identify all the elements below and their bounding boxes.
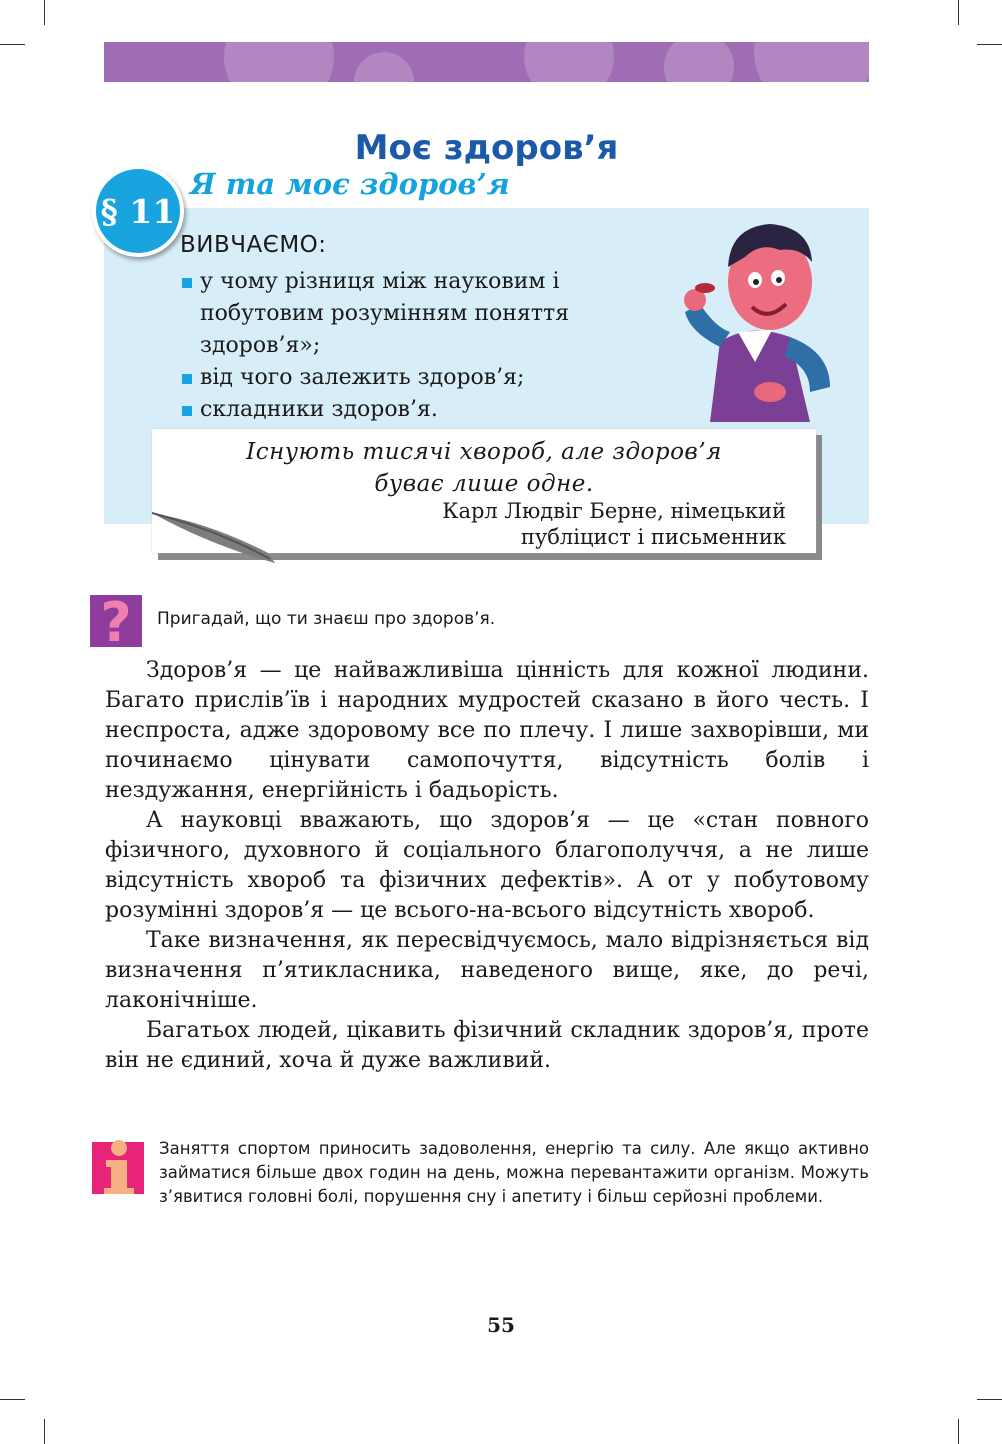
quote-text	[152, 436, 816, 500]
quote-author-line: публіцист і письменник	[520, 525, 786, 549]
crop-mark	[958, 0, 959, 25]
paragraph: А науковці вважають, що здоров’я — це «стан повного фізичного, духовного й соціального благополуччя, а не лише відсутність хвороб та фізичних дефектів». А от у побутовому розумінні здоров’я — це всього-на-всього відсутність хвороб.	[105, 808, 869, 923]
study-item: складники здоров’я.	[180, 394, 620, 426]
section-badge: § 11	[92, 165, 184, 257]
header-banner	[104, 42, 869, 82]
crop-mark	[977, 44, 1002, 45]
crop-mark	[44, 0, 45, 25]
quote-line: Існують тисячі хвороб, але здоров’я	[246, 439, 722, 465]
main-text	[105, 656, 869, 1076]
page-curl	[150, 505, 280, 565]
study-item: від чого залежить здоров’я;	[180, 362, 620, 394]
info-icon	[92, 1138, 144, 1194]
chapter-title: Моє здоров’я	[354, 128, 619, 168]
crop-mark	[977, 1399, 1002, 1400]
study-heading: ВИВЧАЄМО:	[180, 232, 327, 258]
recall-prompt: Пригадай, що ти знаєш про здоров’я.	[157, 609, 496, 629]
quote-author	[442, 498, 786, 550]
quote-author-line: Карл Людвіг Берне, німецький	[442, 499, 786, 523]
page-number: 55	[487, 1313, 515, 1337]
study-list	[180, 266, 620, 426]
info-text: Заняття спортом приносить задоволення, енергію та силу. Але якщо активно займатися більше двох годин на день, можна перевантажити організм. Можуть з’явитися головні болі, порушення сну і апетиту і більш серйозні проблеми.	[159, 1139, 869, 1206]
svg-text:?: ?	[100, 591, 132, 647]
crop-mark	[44, 1419, 45, 1444]
section-title: Я та моє здоров’я	[190, 167, 510, 201]
paragraph: Таке визначення, як пересвідчуємось, мало відрізняється від визначення п’ятикласника, наведеного вище, яке, до речі, лаконічніше.	[105, 928, 869, 1013]
paragraph: Здоров’я — це найважливіша цінність для кожної людини. Багато прислів’їв і народних мудростей сказано в його честь. І неспроста, адже здоровому все по плечу. І лише захворівши, ми починаємо цінувати самопочуття, відсутність болів і нездужання, енергійність і бадьорість.	[105, 658, 869, 803]
question-icon	[90, 591, 142, 647]
crop-mark	[0, 44, 25, 45]
study-item: у чому різниця між науковим і побутовим розумінням поняття здоров’я»;	[180, 266, 620, 362]
crop-mark	[0, 1399, 25, 1400]
boy-illustration	[660, 212, 840, 422]
quote-line: буває лише одне.	[374, 471, 594, 497]
paragraph: Багатьох людей, цікавить фізичний складник здоров’я, проте він не єдиний, хоча й дуже важливий.	[105, 1018, 869, 1073]
crop-mark	[958, 1419, 959, 1444]
